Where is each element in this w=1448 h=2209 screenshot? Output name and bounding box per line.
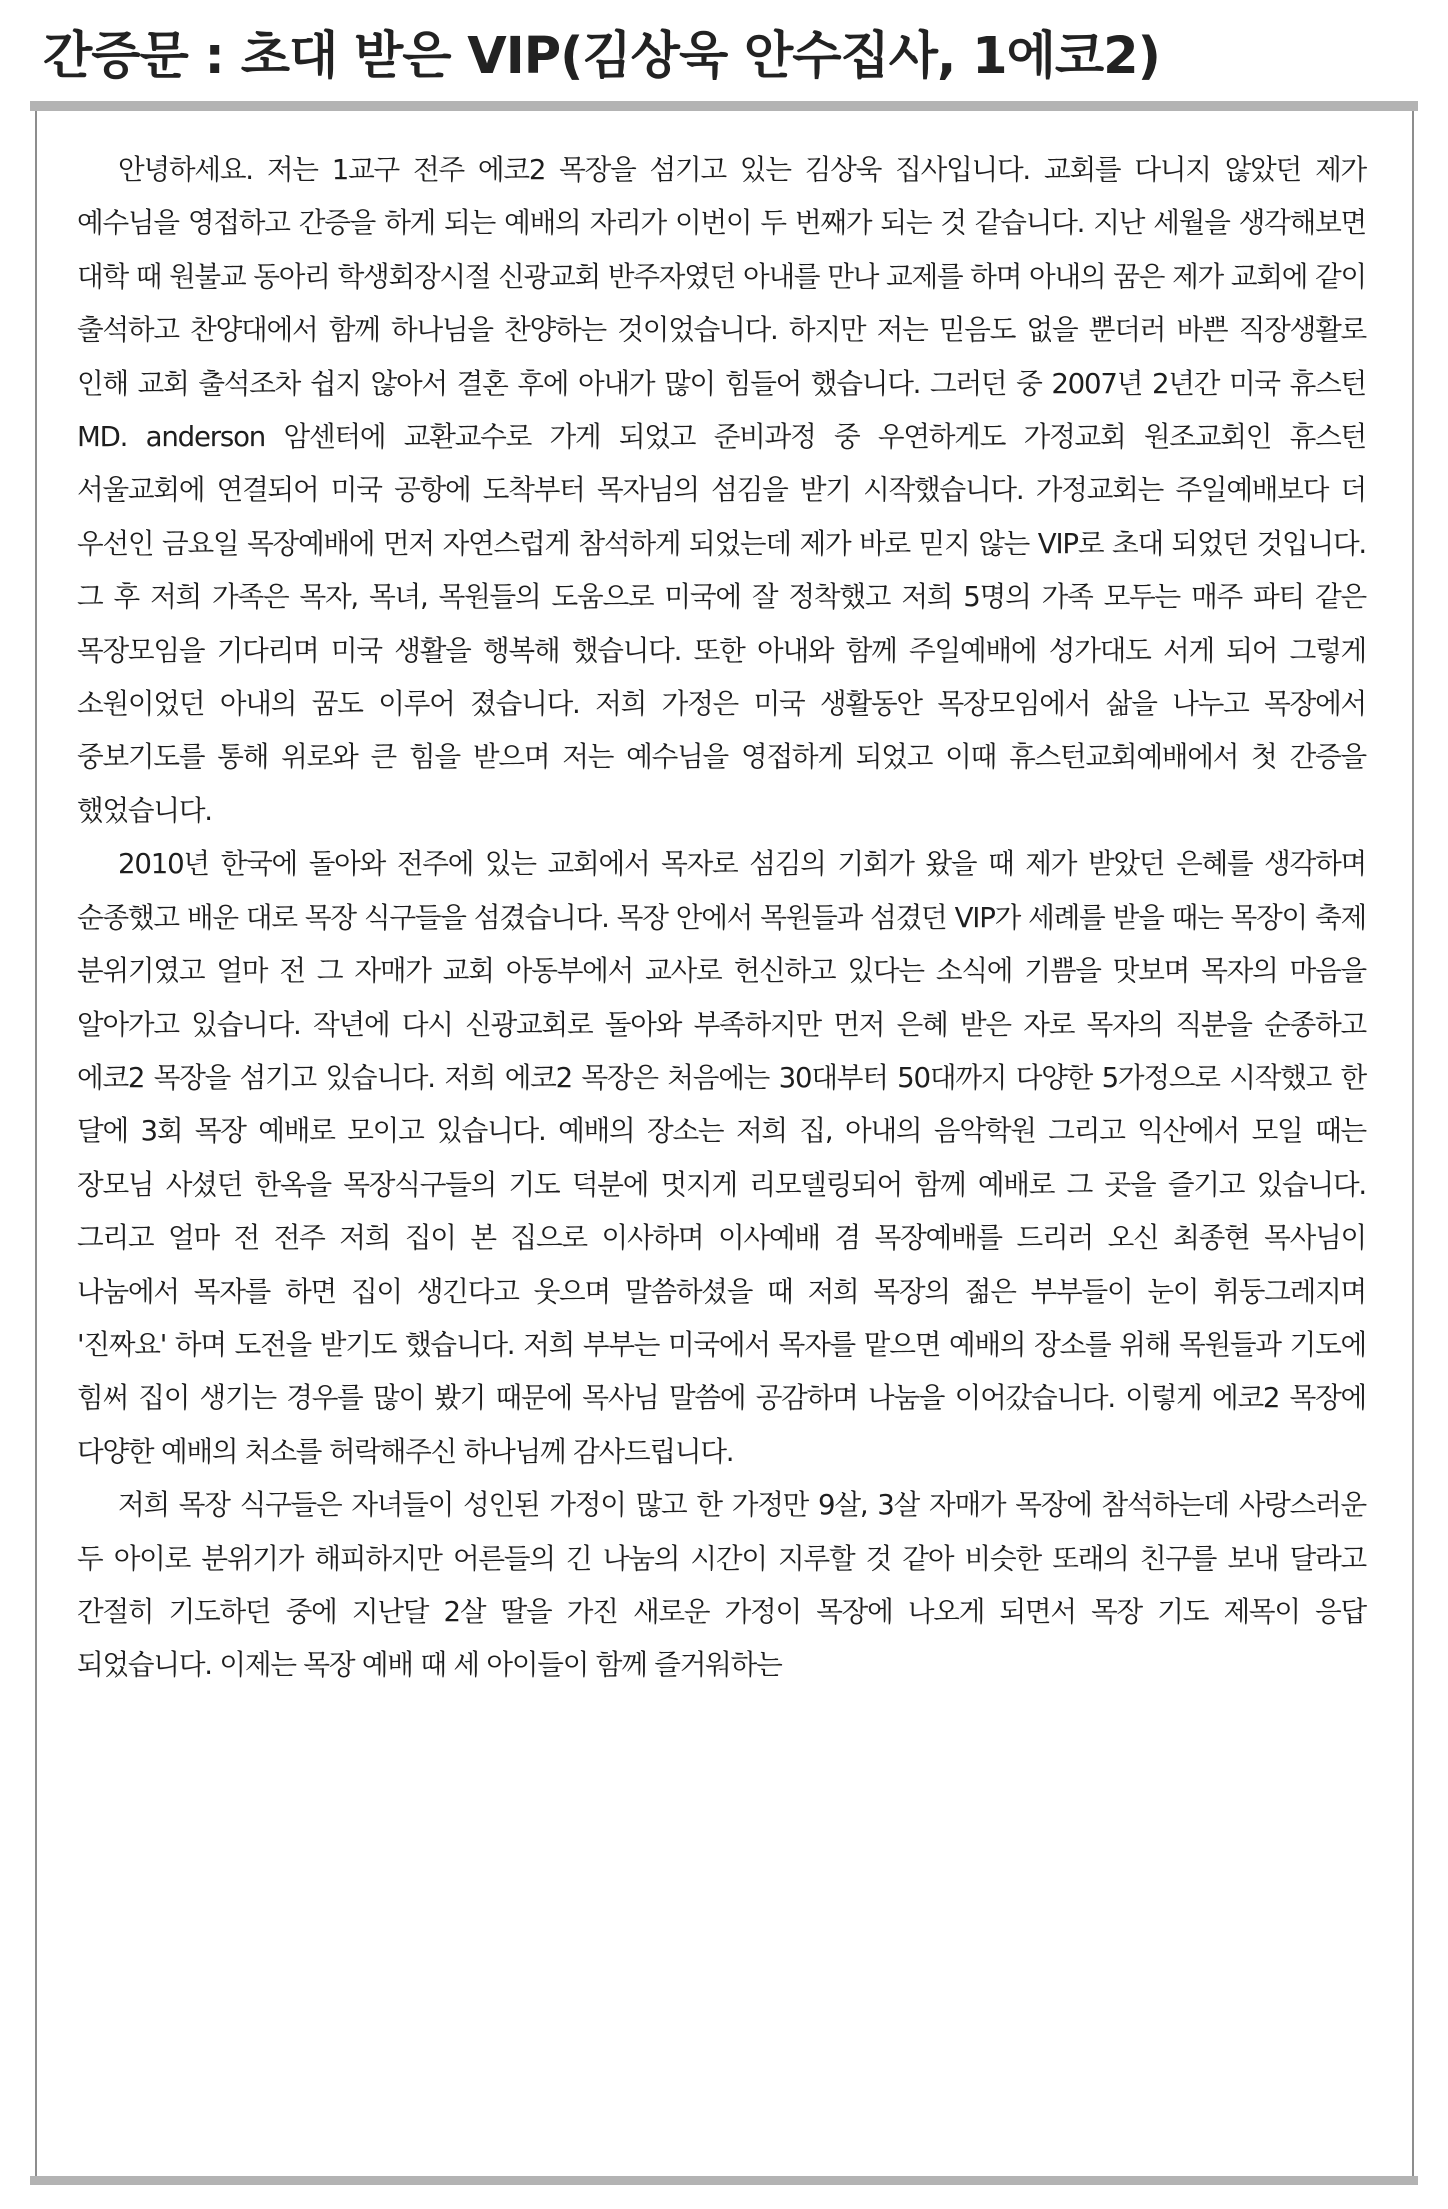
paragraph-1: 안녕하세요. 저는 1교구 전주 에코2 목장을 섬기고 있는 김상욱 집사입니다. 교회를 다니지 않았던 제가 예수님을 영접하고 간증을 하게 되는 예배의 자리가 이번이 두 번째가 되는 것 같습니다. 지난 세월을 생각해보면 대학 때 원불교 동아리 학생회장시절 신광교회 반주자였던 아내를 만나 교제를 하며 아내의 꿈은 제가 교회에 같이 출석하고 찬양대에서 함께 하나님을 찬양하는 것이었습니다. 하지만 저는 믿음도 없을 뿐더러 바쁜 직장생활로 인해 교회 출석조차 쉽지 않아서 결혼 후에 아내가 많이 힘들어 했습니다. 그러던 중 2007년 2년간 미국 휴스턴 MD. anderson 암센터에 교환교수로 가게 되었고 준비과정 중 우연하게도 가정교회 원조교회인 휴스턴 서울교회에 연결되어 미국 공항에 도착부터 목자님의 섬김을 받기 시작했습니다. 가정교회는 주일예배보다 더 우선인 금요일 목장예배에 먼저 자연스럽게 참석하게 되었는데 제가 바로 믿지 않는 VIP로 초대 되었던 것입니다. 그 후 저희 가족은 목자, 목녀, 목원들의 도움으로 미국에 잘 정착했고 저희 5명의 가족 모두는 매주 파티 같은 목장모임을 기다리며 미국 생활을 행복해 했습니다. 또한 아내와 함께 주일예배에 성가대도 서게 되어 그렇게 소원이었던 아내의 꿈도 이루어 졌습니다. 저희 가정은 미국 생활동안 목장모임에서 삶을 나누고 목장에서 중보기도를 통해 위로와 큰 힘을 받으며 저는 예수님을 영접하게 되었고 이때 휴스턴교회예배에서 첫 간증을 했었습니다.	[77, 153, 1366, 827]
paragraph-3: 저희 목장 식구들은 자녀들이 성인된 가정이 많고 한 가정만 9살, 3살 자매가 목장에 참석하는데 사랑스러운 두 아이로 분위기가 해피하지만 어른들의 긴 나눔의 시간이 지루할 것 같아 비슷한 또래의 친구를 보내 달라고 간절히 기도하던 중에 지난달 2살 딸을 가진 새로운 가정이 목장에 나오게 되면서 목장 기도 제목이 응답 되었습니다. 이제는 목장 예배 때 세 아이들이 함께 즐거워하는	[77, 1488, 1366, 1682]
top-divider-bar	[30, 101, 1418, 111]
page-title: 간증문 : 초대 받은 VIP(김상욱 안수집사, 1에코2)	[43, 27, 1160, 86]
bottom-divider-bar	[30, 2176, 1418, 2185]
article-body	[77, 143, 1366, 1692]
paragraph-2: 2010년 한국에 돌아와 전주에 있는 교회에서 목자로 섬김의 기회가 왔을 때 제가 받았던 은혜를 생각하며 순종했고 배운 대로 목장 식구들을 섬겼습니다. 목장 안에서 목원들과 섬겼던 VIP가 세례를 받을 때는 목장이 축제 분위기였고 얼마 전 그 자매가 교회 아동부에서 교사로 헌신하고 있다는 소식에 기쁨을 맛보며 목자의 마음을 알아가고 있습니다. 작년에 다시 신광교회로 돌아와 부족하지만 먼저 은혜 받은 자로 목자의 직분을 순종하고 에코2 목장을 섬기고 있습니다. 저희 에코2 목장은 처음에는 30대부터 50대까지 다양한 5가정으로 시작했고 한 달에 3회 목장 예배로 모이고 있습니다. 예배의 장소는 저희 집, 아내의 음악학원 그리고 익산에서 모일 때는 장모님 사셨던 한옥을 목장식구들의 기도 덕분에 멋지게 리모델링되어 함께 예배로 그 곳을 즐기고 있습니다. 그리고 얼마 전 전주 저희 집이 본 집으로 이사하며 이사예배 겸 목장예배를 드리러 오신 최종현 목사님이 나눔에서 목자를 하면 집이 생긴다고 웃으며 말씀하셨을 때 저희 목장의 젊은 부부들이 눈이 휘둥그레지며 '진짜요' 하며 도전을 받기도 했습니다. 저희 부부는 미국에서 목자를 맡으면 예배의 장소를 위해 목원들과 기도에 힘써 집이 생기는 경우를 많이 봤기 때문에 목사님 말씀에 공감하며 나눔을 이어갔습니다. 이렇게 에코2 목장에 다양한 예배의 처소를 허락해주신 하나님께 감사드립니다.	[77, 847, 1366, 1468]
